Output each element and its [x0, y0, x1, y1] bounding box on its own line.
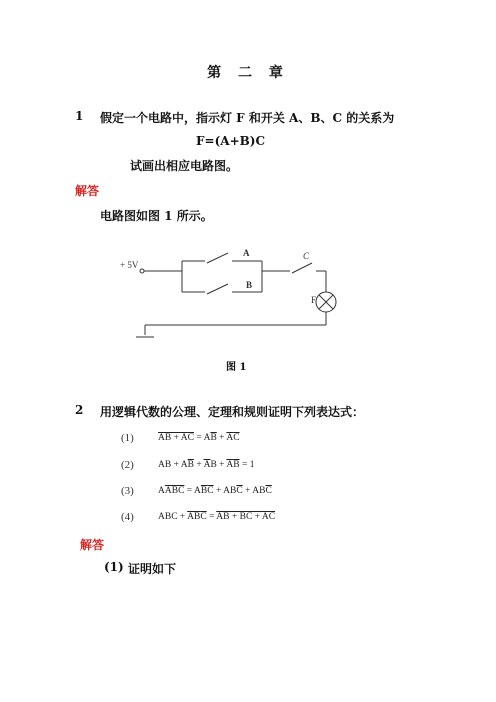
expression-1-label: (1)	[121, 432, 134, 444]
lamp-label: F	[311, 295, 317, 305]
input-terminal	[140, 269, 144, 273]
switch-b-blade	[207, 284, 228, 294]
proof-label: (1)	[104, 560, 124, 574]
expression-1: AB + AC = $A\overline{B} + \overline{A}\overline{C}$	[158, 433, 240, 443]
expression-3: $A\overline{ABC} = A\overline{B}\overline{C} + AB\overline{C} + AB\overline{C}$	[158, 486, 272, 496]
question-1-number: 1	[75, 109, 84, 123]
answer-text-1: 电路图如图 1 所示。	[100, 209, 213, 223]
switch-a-label: A	[243, 248, 250, 258]
question-1-formula: F=(A+B)C	[196, 134, 265, 148]
question-1-instruction: 试画出相应电路图。	[130, 159, 239, 173]
answer-label-2: 解答	[80, 538, 105, 552]
switch-a-blade	[207, 253, 228, 263]
switch-c-blade	[292, 263, 312, 273]
switch-b-label: B	[246, 280, 253, 290]
question-1-text: 假定一个电路中，指示灯 F 和开关 A、B、C 的关系为	[100, 111, 395, 125]
question-2-text: 用逻辑代数的公理、定理和规则证明下列表达式：	[100, 405, 365, 419]
answer-label-1: 解答	[75, 184, 100, 198]
expression-4: ABC + $\overline{A}\overline{B}\overline{C}$ = AB + BC + AC	[158, 512, 276, 522]
expression-2-label: (2)	[121, 459, 134, 471]
voltage-label: + 5V	[120, 260, 139, 270]
switch-c-label: C	[303, 251, 310, 261]
expression-2: AB + $A\overline{B} + \overline{A}B + \overline{A}\overline{B} = 1$	[158, 460, 255, 470]
expression-3-label: (3)	[121, 485, 134, 497]
proof-text: 证明如下	[128, 562, 177, 576]
chapter-title: 第 二 章	[207, 65, 289, 81]
figure-caption: 图 1	[226, 362, 247, 373]
question-2-number: 2	[75, 403, 84, 417]
expression-4-label: (4)	[121, 511, 134, 523]
